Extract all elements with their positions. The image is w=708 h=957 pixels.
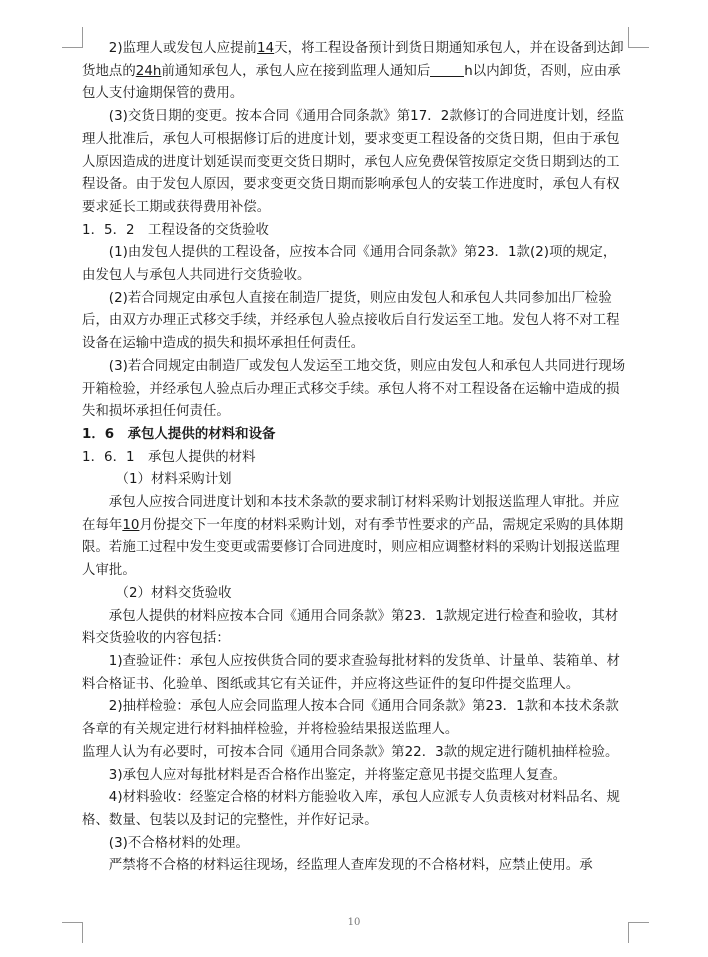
paragraph-p19 (82, 855, 628, 878)
text-run: (3)若合同规定由制造厂或发包人发运至工地交货，则应由发包人和承包人共同进行现场开箱检验，并经承包人验点后办理正式移交手续。承包人将不对工程设备在运输中造成的损失和损坏承担任何责任。 (82, 358, 626, 420)
text-run: 严禁将不合格的材料运往现场，经监理人查库发现的不合格材料，应禁止使用。承 (108, 858, 593, 874)
crop-mark-top-right (628, 27, 649, 48)
text-run: (3)不合格材料的处理。 (108, 835, 249, 851)
paragraph-p5 (82, 288, 628, 356)
paragraph-p6 (82, 356, 628, 424)
paragraph-p10 (82, 492, 628, 583)
text-run: 前通知承包人，承包人应在接到监理人通知后 (161, 63, 431, 79)
text-run: 监理人认为有必要时，可按本合同《通用合同条款》第22．3款的规定进行随机抽样检验。 (82, 744, 619, 760)
text-run: （1）材料采购计划 (115, 472, 232, 488)
text-run: （2）材料交货验收 (115, 585, 232, 601)
text-run: 承包人提供的材料应按本合同《通用合同条款》第23．1款规定进行检查和验收，其材料交货验收的内容包括： (82, 608, 619, 647)
paragraph-p14 (82, 696, 628, 741)
paragraph-p9 (82, 469, 628, 492)
text-run: 1．6 承包人提供的材料和设备 (82, 426, 276, 442)
paragraph-p11 (82, 583, 628, 606)
underlined-value: 14 (257, 41, 275, 56)
text-run: 天，将工程设备预计到货日期通知承包人，并在设备到达卸货地点的 (82, 41, 624, 79)
underlined-value: 10 (122, 517, 140, 533)
document-body (82, 38, 628, 878)
paragraph-p7 (82, 424, 628, 447)
text-run: 3)承包人应对每批材料是否合格作出鉴定，并将鉴定意见书提交监理人复查。 (108, 767, 567, 783)
text-run: 1)查验证件：承包人应按供货合同的要求查验每批材料的发货单、计量单、装箱单、材料合格证书、化验单、图纸或其它有关证件，并应将这些证件的复印件提交监理人。 (82, 653, 620, 692)
crop-mark-top-left (62, 27, 83, 48)
paragraph-p12 (82, 606, 628, 651)
paragraph-p15 (82, 742, 628, 765)
text-run: 2)监理人或发包人应提前 (108, 41, 258, 56)
paragraph-p8 (82, 447, 628, 470)
text-run: (1)由发包人提供的工程设备，应按本合同《通用合同条款》第23．1款(2)项的规定，由发包人与承包人共同进行交货验收。 (82, 245, 617, 284)
text-run: h以内卸货，否则，应由承包人支付逾期保管的费用。 (82, 63, 621, 102)
text-run: (2)若合同规定由承包人直接在制造厂提货，则应由发包人和承包人共同参加出厂检验后，由双方办理正式移交手续，并经承包人验点接收后自行发运至工地。发包人将不对工程设备在运输中造成的损失和损坏承担任何责任。 (82, 290, 620, 352)
paragraph-p1 (82, 38, 628, 106)
paragraph-p3 (82, 220, 628, 243)
fill-in-blank (430, 62, 464, 77)
page-number: 10 (347, 917, 361, 928)
underlined-value: 24h (135, 63, 162, 79)
paragraph-p2 (82, 106, 628, 220)
paragraph-p4 (82, 242, 628, 287)
paragraph-p18 (82, 833, 628, 856)
text-run: 4)材料验收：经鉴定合格的材料方能验收入库，承包人应派专人负责核对材料品名、规格、数量、包装以及封记的完整性，并作好记录。 (82, 790, 620, 828)
text-run: 2)抽样检验：承包人应会同监理人按本合同《通用合同条款》第23．1款和本技术条款各章的有关规定进行材料抽样检验，并将检验结果报送监理人。 (82, 699, 619, 738)
text-run: (3)交货日期的变更。按本合同《通用合同条款》第17．2款修订的合同进度计划，经监理人批准后，承包人可根据修订后的进度计划，要求变更工程设备的交货日期，但由于承包人原因造成的进度计划延误而变更交货日期时，承包人应免费保管按原定交货日期到达的工程设备。由于发包人原因，要求变更交货日期而影响承包人的安装工作进度时，承包人有权要求延长工期或获得费用补偿。 (82, 109, 625, 215)
text-run: 月份提交下一年度的材料采购计划，对有季节性要求的产品，需规定采购的具体期限。若施工过程中发生变更或需要修订合同进度时，则应相应调整材料的采购计划报送监理人审批。 (82, 517, 624, 579)
text-run: 承包人应按合同进度计划和本技术条款的要求制订材料采购计划报送监理人审批。并应在每年 (82, 495, 620, 533)
paragraph-p13 (82, 651, 628, 696)
paragraph-p17 (82, 787, 628, 832)
paragraph-p16 (82, 765, 628, 788)
text-run: 1．5．2 工程设备的交货验收 (82, 222, 269, 238)
text-run: 1．6．1 承包人提供的材料 (82, 449, 256, 465)
